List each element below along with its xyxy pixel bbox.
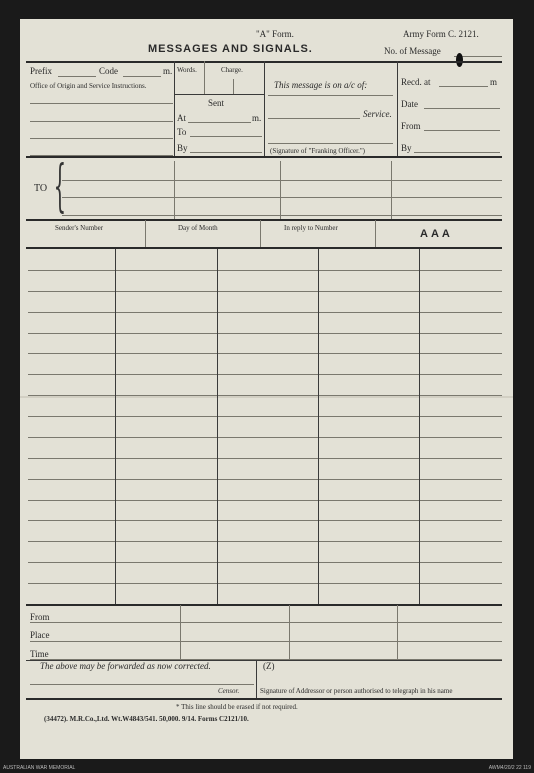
divider [145, 220, 146, 248]
grid-row-line [28, 583, 502, 584]
office-label: Office of Origin and Service Instructions. [30, 82, 147, 90]
to-line-3[interactable] [62, 215, 502, 216]
date-field[interactable] [424, 108, 500, 109]
sent-by-label: By [177, 143, 188, 153]
forwarded-note: The above may be forwarded as now corrected. [40, 661, 211, 671]
censor-field[interactable] [30, 684, 254, 685]
addressor-signature-label: Signature of Addressor or person authorised to telegraph in his name [260, 687, 453, 695]
divider [264, 61, 265, 157]
grid-row-line [28, 562, 502, 563]
to-line-2[interactable] [62, 197, 502, 198]
sent-to-label: To [177, 127, 187, 137]
bottom-place-label: Place [30, 630, 50, 640]
censor-label: Censor. [218, 687, 240, 695]
divider [233, 79, 234, 94]
z-label: (Z) [263, 661, 275, 671]
message-line-1[interactable] [268, 95, 393, 96]
grid-row-line [28, 520, 502, 521]
recd-m-label: m [490, 77, 498, 87]
grid-row-line [28, 479, 502, 480]
form-title: MESSAGES AND SIGNALS. [148, 43, 313, 55]
bottom-from-label: From [30, 612, 50, 622]
senders-number-label: Sender's Number [55, 224, 104, 232]
grid-row-line [28, 374, 502, 375]
words-label: Words. [177, 66, 197, 74]
grid-column-line [115, 249, 116, 604]
grid-row-line [28, 291, 502, 292]
franking-signature-label: (Signature of "Franking Officer.") [270, 147, 366, 155]
bottom-time-label: Time [30, 649, 49, 659]
by-label: By [401, 143, 412, 153]
divider [174, 61, 175, 157]
office-line-1[interactable] [30, 103, 173, 104]
divider [260, 220, 261, 248]
code-field[interactable] [123, 76, 161, 77]
rule [26, 156, 502, 158]
print-info: (34472). M.R.Co.,Ltd. Wt.W4843/541. 50,000. 9/14. Forms C2121/10. [44, 715, 249, 723]
to-line-1[interactable] [62, 180, 502, 181]
divider [180, 605, 181, 660]
rule [26, 247, 502, 249]
archive-caption: AUSTRALIAN WAR MEMORIAL [3, 765, 76, 771]
divider [397, 605, 398, 660]
divider [391, 161, 392, 219]
grid-row-line [28, 353, 502, 354]
divider [280, 161, 281, 219]
rule [26, 698, 502, 700]
divider [375, 220, 376, 248]
from-label: From [401, 121, 421, 131]
service-label: Service. [363, 109, 392, 119]
to-label: TO [34, 183, 48, 194]
this-message-label: This message is on a/c of: [274, 80, 368, 90]
archive-reference: AWM4/20/2 22 119 [488, 765, 531, 771]
grid-row-line [28, 541, 502, 542]
grid-row-line [28, 416, 502, 417]
prefix-label: Prefix [30, 66, 52, 76]
divider [397, 61, 398, 157]
form-type: "A" Form. [256, 29, 294, 39]
divider [256, 660, 257, 700]
grid-column-line [217, 249, 218, 604]
message-line-2[interactable] [268, 118, 360, 119]
fold-crease [20, 396, 513, 398]
grid-column-line [318, 249, 319, 604]
grid-row-line [28, 458, 502, 459]
erase-note: * This line should be erased if not required. [176, 703, 298, 711]
to-brace: { [53, 154, 67, 219]
day-of-month-label: Day of Month [178, 224, 218, 232]
message-form [20, 19, 513, 759]
date-label: Date [401, 99, 418, 109]
grid-row-line [28, 270, 502, 271]
sent-rule [174, 94, 264, 95]
sent-at-label: At [177, 113, 186, 123]
franking-field[interactable] [268, 143, 393, 144]
no-of-message-label: No. of Message [384, 46, 441, 56]
sent-by-field[interactable] [190, 152, 262, 153]
code-m-label: m. [163, 66, 173, 76]
sent-m-label: m. [252, 113, 262, 123]
code-label: Code [99, 66, 118, 76]
office-line-3[interactable] [30, 138, 173, 139]
grid-row-line [28, 395, 502, 396]
sent-at-field[interactable] [188, 122, 251, 123]
grid-row-line [28, 312, 502, 313]
sent-to-field[interactable] [190, 136, 262, 137]
army-form-number: Army Form C. 2121. [403, 29, 479, 39]
divider [289, 605, 290, 660]
bottom-from-field[interactable] [30, 622, 502, 623]
aaa-label: AAA [420, 228, 453, 240]
charge-label: Charge. [221, 66, 243, 74]
recd-at-field[interactable] [439, 86, 488, 87]
punch-hole [456, 53, 463, 67]
rule [26, 604, 502, 606]
grid-row-line [28, 500, 502, 501]
grid-row-line [28, 333, 502, 334]
divider [174, 161, 175, 219]
in-reply-to-label: In reply to Number [284, 224, 338, 232]
by-field[interactable] [414, 152, 500, 153]
office-line-2[interactable] [30, 121, 173, 122]
grid-row-line [28, 437, 502, 438]
rule [26, 219, 502, 221]
recd-at-label: Recd. at [401, 77, 431, 87]
grid-column-line [419, 249, 420, 604]
prefix-field[interactable] [58, 76, 96, 77]
bottom-place-field[interactable] [30, 641, 502, 642]
divider [204, 61, 205, 94]
sent-label: Sent [208, 98, 225, 108]
from-field[interactable] [424, 130, 500, 131]
